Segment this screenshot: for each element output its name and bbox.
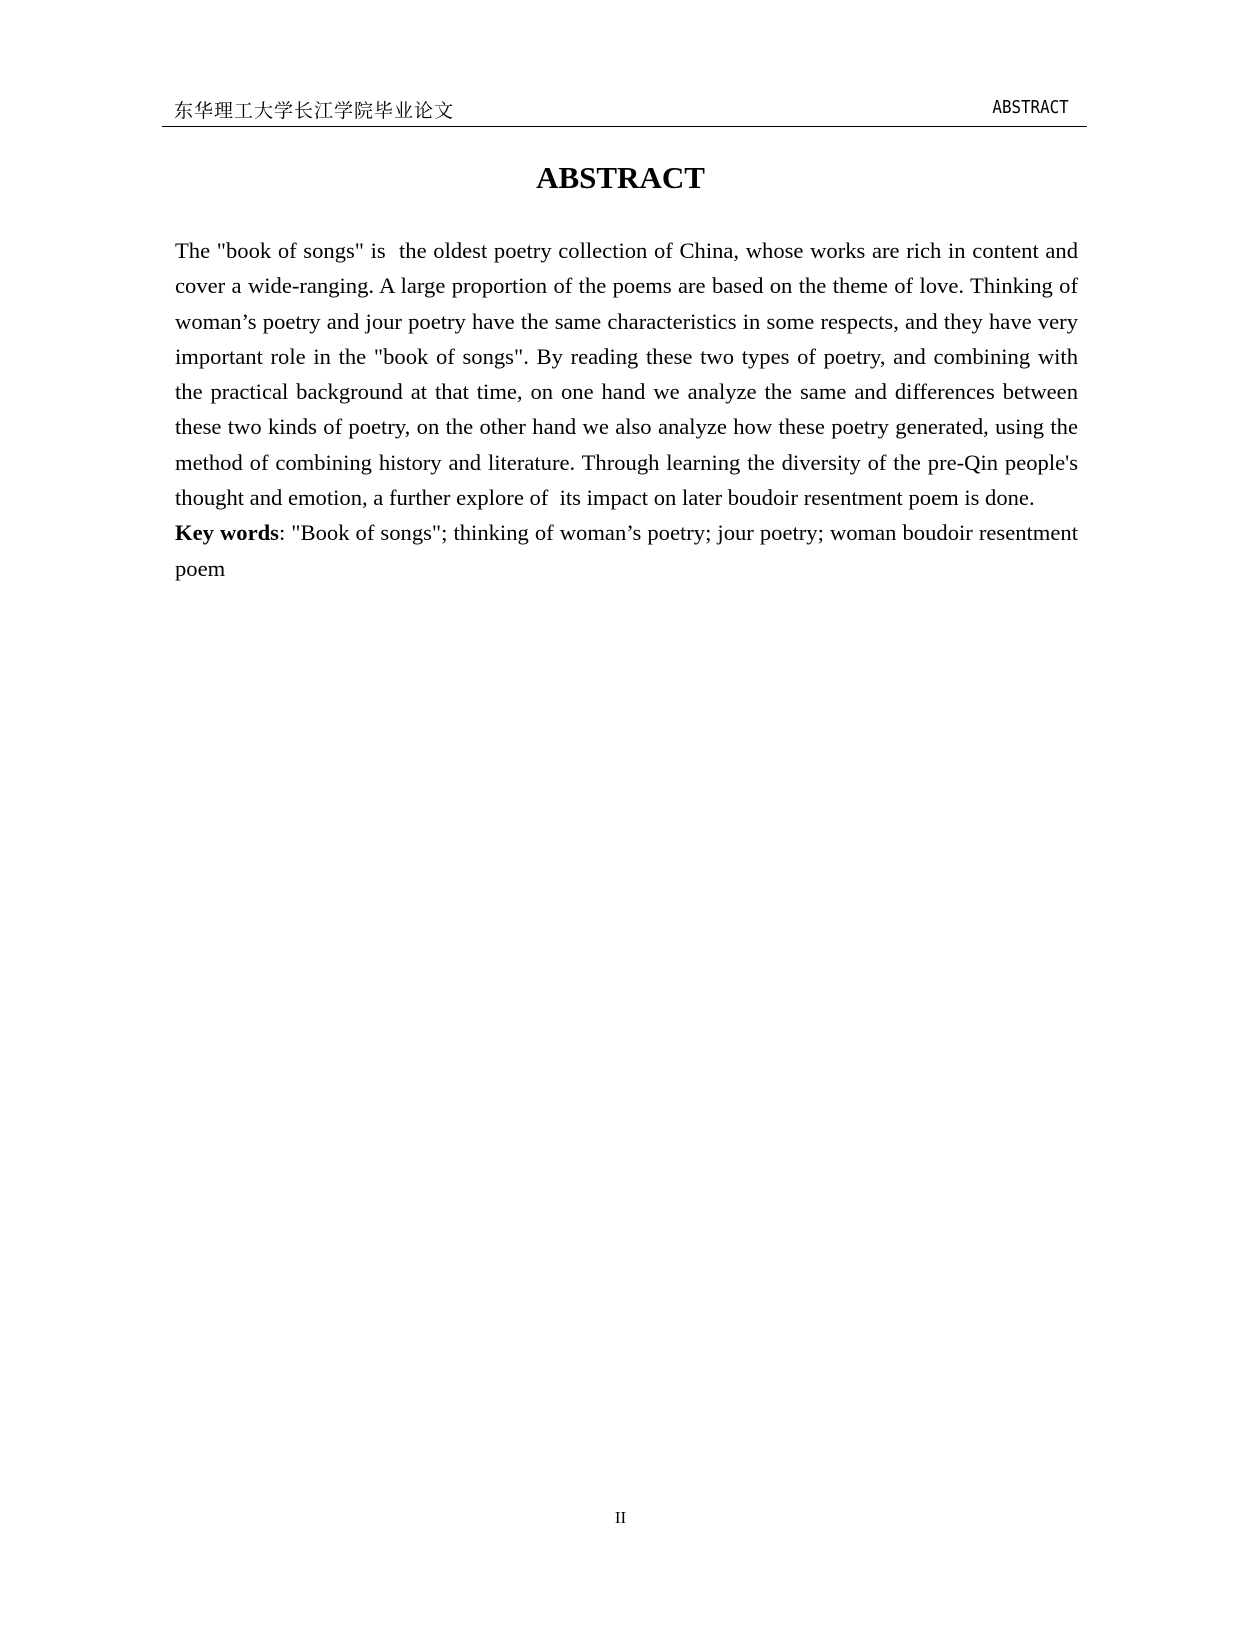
keywords-label: Key words xyxy=(175,520,279,546)
header-thesis-title: 东华理工大学长江学院毕业论文 xyxy=(174,100,455,122)
running-header xyxy=(162,90,1087,127)
keywords-text: : "Book of songs"; thinking of woman’s poetry; jour poetry; woman boudoir resentment poem xyxy=(175,520,1078,581)
page-title: ABSTRACT xyxy=(536,160,705,195)
abstract-body xyxy=(175,233,1084,586)
page-number: II xyxy=(614,1508,627,1527)
abstract-paragraph: The "book of songs" is the oldest poetry collection of China, whose works are rich in content and cover a wide-ranging. A large proportion of the poems are based on the theme of love. Thinking of woman’s poetry and jour poetry have the same characteristics in some respects, and they have very important role in the "book of songs". By reading these two types of poetry, and combining with the practical background at that time, on one hand we analyze the same and differences between these two kinds of poetry, on the other hand we also analyze how these poetry generated, using the method of combining history and literature. Through learning the diversity of the pre-Qin people's thought and emotion, a further explore of its impact on later boudoir resentment poem is done. xyxy=(175,238,1084,511)
keywords-line xyxy=(175,515,1078,586)
header-section-name: ABSTRACT xyxy=(992,97,1069,118)
